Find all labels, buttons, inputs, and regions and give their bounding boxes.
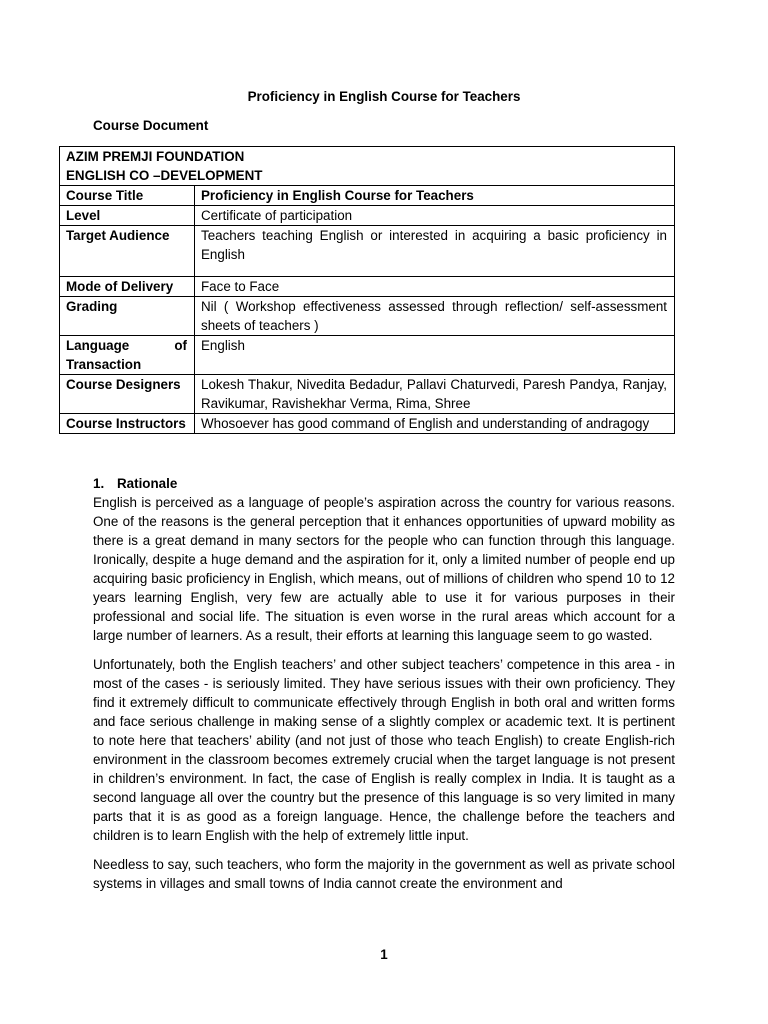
section-number: 1.: [93, 476, 105, 491]
section-title: Rationale: [117, 476, 178, 491]
row-label: Target Audience: [60, 226, 195, 277]
table-row: [60, 206, 675, 226]
document-title: Proficiency in English Course for Teachers: [247, 89, 521, 104]
rationale-section: [93, 474, 675, 903]
row-label: Grading: [60, 297, 195, 336]
document-subtitle: Course Document: [93, 118, 209, 133]
row-label: Course Title: [60, 186, 195, 206]
row-label: Course Designers: [60, 375, 195, 414]
program-name: ENGLISH CO –DEVELOPMENT: [66, 168, 263, 183]
row-value: Whosoever has good command of English and understanding of andragogy: [195, 414, 675, 434]
row-value: Certificate of participation: [195, 206, 675, 226]
paragraph: English is perceived as a language of people’s aspiration across the country for various reasons. One of the reasons is the general perception that it enhances opportunities of upward mobility as there is a great demand in many sectors for the people who can function through this language. Ironically, despite a huge demand and the aspiration for it, only a limited number of people end up acquiring basic proficiency in English, which means, out of millions of children who spend 10 to 12 years learning English, very few are actually able to use it for various purposes in their professional and social life. The situation is even worse in the rural areas which account for a large number of learners. As a result, their efforts at learning this language seem to go wasted.: [93, 495, 675, 643]
table-row: [60, 186, 675, 206]
table-row: [60, 297, 675, 336]
paragraph: Needless to say, such teachers, who form the majority in the government as well as private school systems in villages and small towns of India cannot create the environment and: [93, 857, 675, 891]
row-label: Course Instructors: [60, 414, 195, 434]
table-row: [60, 414, 675, 434]
section-heading: [93, 474, 675, 493]
table-row: [60, 375, 675, 414]
row-value: English: [195, 336, 675, 375]
row-label: Language of Transaction: [60, 336, 195, 375]
course-info-table: [59, 146, 675, 434]
foundation-name: AZIM PREMJI FOUNDATION: [66, 149, 245, 164]
row-label: Mode of Delivery: [60, 277, 195, 297]
row-value: Face to Face: [195, 277, 675, 297]
table-header-cell: [60, 147, 675, 186]
table-row: [60, 277, 675, 297]
table-row: [60, 336, 675, 375]
paragraph: Unfortunately, both the English teachers’ and other subject teachers’ competence in this area - in most of the cases - is seriously limited. They have serious issues with their own proficiency. They find it extremely difficult to communicate effectively through English in both oral and written forms and face serious challenge in making sense of a slightly complex or academic text. It is pertinent to note here that teachers’ ability (and not just of those who teach English) to create English-rich environment in the classroom becomes extremely crucial when the target language is not present in children’s environment. In fact, the case of English is really complex in India. It is taught as a second language all over the country but the presence of this language is so very limited in many parts that it is as good as a foreign language. Hence, the challenge before the teachers and children is to learn English with the help of extremely little input.: [93, 657, 675, 843]
table-row: [60, 226, 675, 277]
row-value: Lokesh Thakur, Nivedita Bedadur, Pallavi Chaturvedi, Paresh Pandya, Ranjay, Ravikumar, Ravishekhar Verma, Rima, Shree: [195, 375, 675, 414]
page-number: 1: [380, 947, 388, 962]
table-header-row: [60, 147, 675, 186]
row-value: Proficiency in English Course for Teachers: [195, 186, 675, 206]
row-value: Teachers teaching English or interested in acquiring a basic proficiency in English: [195, 226, 675, 277]
row-label: Level: [60, 206, 195, 226]
row-value: Nil ( Workshop effectiveness assessed through reflection/ self-assessment sheets of teachers ): [195, 297, 675, 336]
